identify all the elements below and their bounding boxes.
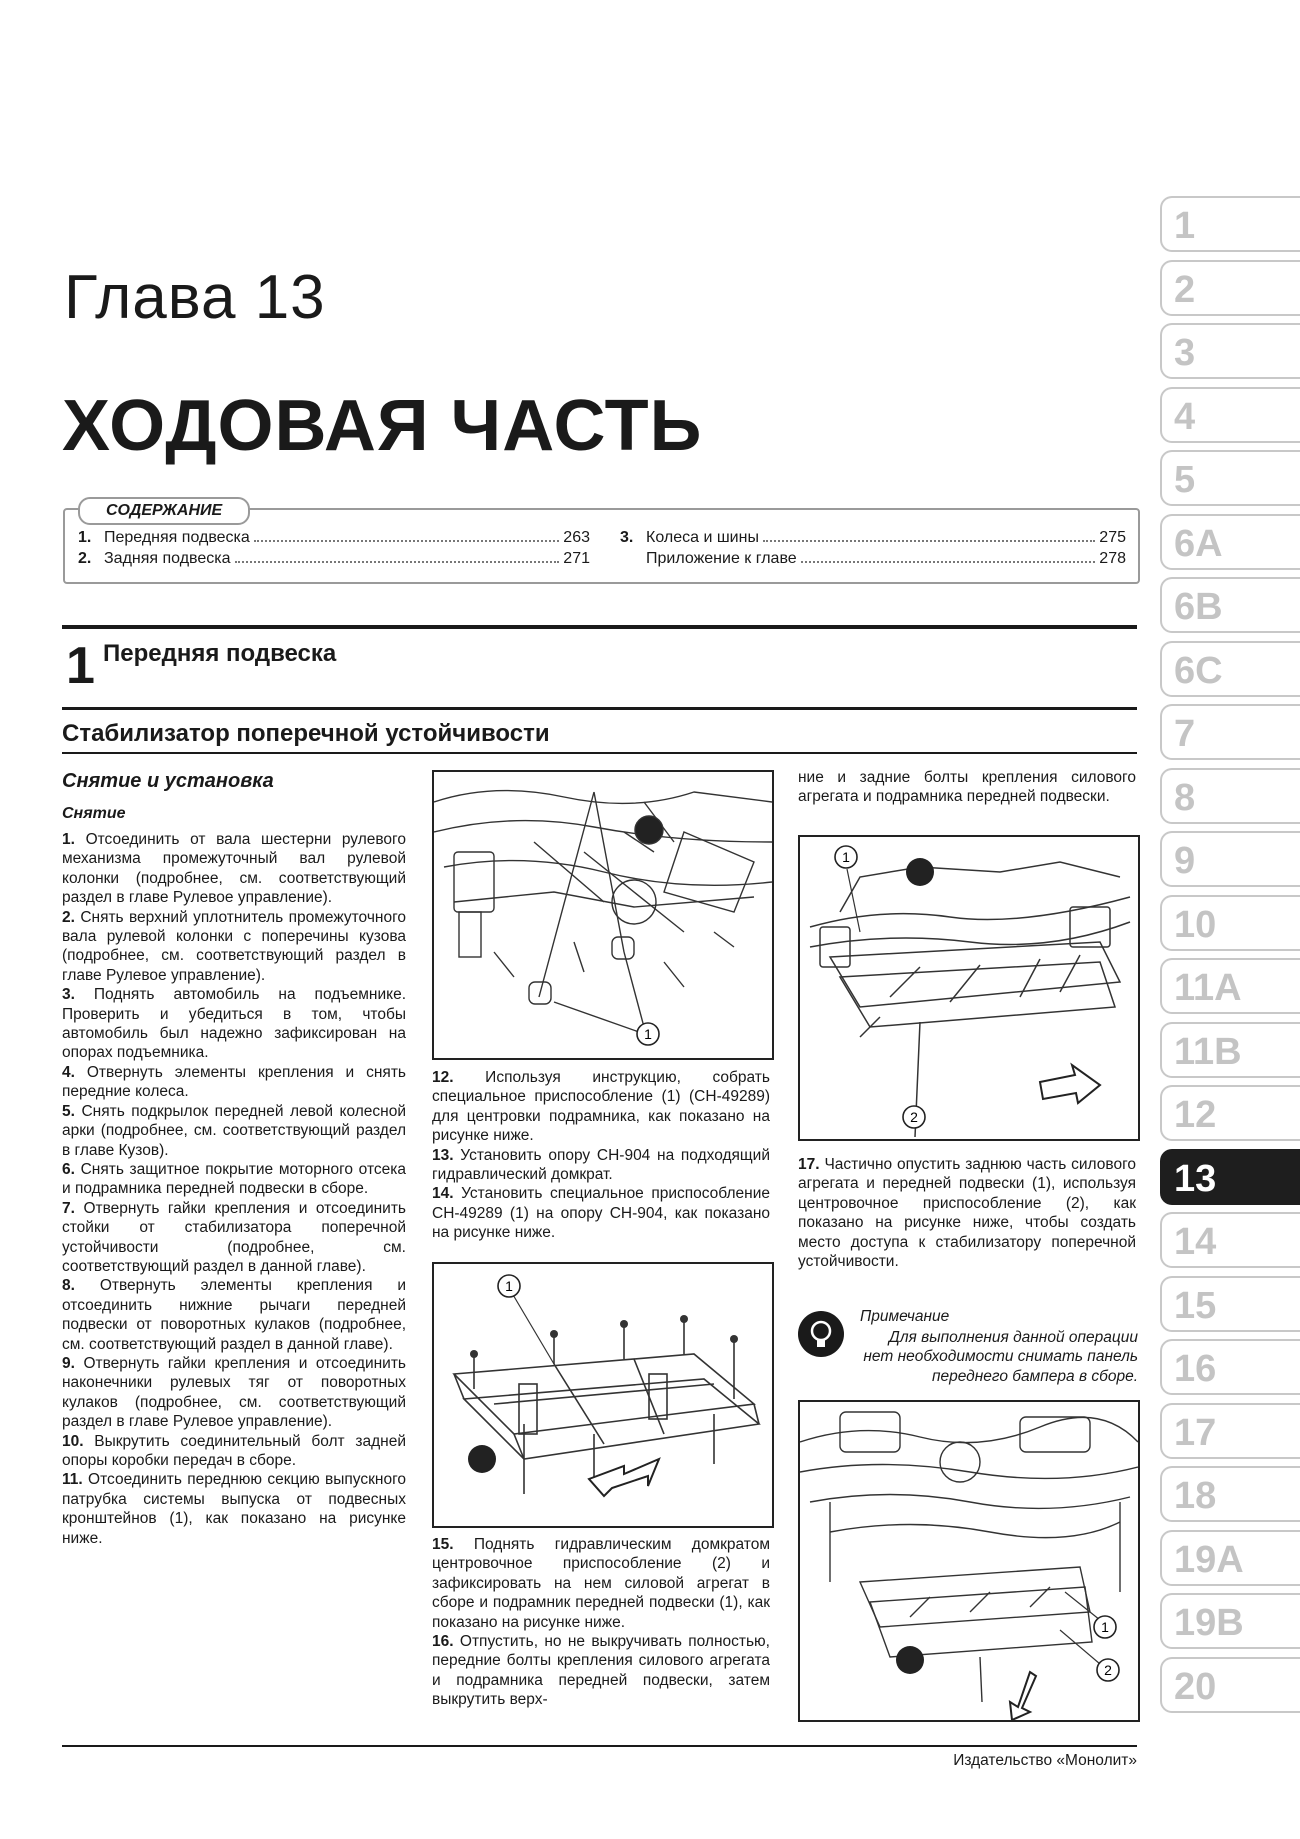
callout-1: 1 [1101,1619,1109,1635]
column-right-middle [798,1155,1136,1271]
contents-tag: СОДЕРЖАНИЕ [78,497,250,525]
chapter-tab[interactable]: 17 [1160,1403,1300,1459]
subsection-bottom-rule [62,752,1137,754]
step [62,1276,406,1354]
step [432,1535,770,1632]
callout-1: 1 [644,1026,652,1042]
chapter-tab[interactable]: 8 [1160,768,1300,824]
section-number: 1 [66,637,95,695]
subsection-top-rule [62,707,1137,710]
step-continuation: ние и задние болты крепления силового агрегата и подрамника передней подвески. [798,769,1136,806]
chapter-label: Глава 13 [64,263,326,332]
step [62,1199,406,1277]
step-text: Отвернуть элементы крепления и отсоединить нижние рычаги передней подвески от поворотных кулаков (подробнее, см. соответствующий раздел в данной главе). [62,1277,406,1353]
step [62,1470,406,1548]
chapter-tab[interactable]: 15 [1160,1276,1300,1332]
step-text: Поднять автомобиль на подъемнике. Проверить и убедиться в том, чтобы автомобиль был надежно зафиксирован на опорах подъемника. [62,986,406,1062]
toc-leader [235,549,560,563]
step-text: Отвернуть гайки крепления и отсоединить стойки от стабилизатора поперечной устойчивости (подробнее, см. соответствующий раздел в данной главе). [62,1199,407,1275]
step-text: Отвернуть элементы крепления и снять передние колеса. [62,1063,406,1101]
step-text: Отпустить, но не выкручивать полностью, передние болты крепления силового агрегата и подрамника передней подвески, затем выкрутить верх- [432,1633,770,1709]
note-text: Для выполнения данной операции нет необходимости снимать панель переднего бампера в сборе. [863,1329,1138,1385]
toc-item-page: 271 [563,550,590,567]
step-text: Используя инструкцию, собрать специальное приспособление (1) (CH-49289) для центровки подрамника, как показано на рисунке ниже. [432,1069,770,1145]
toc-leader [763,528,1095,542]
toc-item-number: 2. [78,550,92,567]
step-text: Отсоединить переднюю секцию выпускного патрубка системы выпуска от подвесных кронштейнов (1), как показано на рисунке ниже. [62,1471,407,1547]
chapter-tab[interactable]: 16 [1160,1339,1300,1395]
chapter-tab[interactable]: 12 [1160,1085,1300,1141]
footer-rule [62,1745,1137,1747]
figure-lowered-subframe [798,1400,1140,1722]
subsection-title: Стабилизатор поперечной устойчивости [62,720,550,747]
chapter-tab[interactable]: 19B [1160,1593,1300,1649]
chapter-tab[interactable]: 11A [1160,958,1300,1014]
toc-leader [801,549,1096,563]
chapter-tab[interactable]: 6A [1160,514,1300,570]
chapter-title: ХОДОВАЯ ЧАСТЬ [62,386,703,466]
step-number: 8. [62,1277,75,1295]
step-number: 6. [62,1160,75,1178]
chapter-tab[interactable]: 18 [1160,1466,1300,1522]
step-text: Отсоединить от вала шестерни рулевого механизма промежуточный вал рулевой колонки (подробнее, см. соответствующий раздел в главе Рулевое управление). [62,831,406,907]
column-right-top [798,768,1136,807]
chapter-tab[interactable]: 2 [1160,260,1300,316]
callout-1: 1 [842,849,850,865]
toc-item-number [620,549,646,569]
chapter-tab[interactable]: 11B [1160,1022,1300,1078]
step-text: Установить опору CH-904 на подходящий гидравлический домкрат. [432,1146,770,1184]
figure-centering-fixture [432,1262,774,1528]
chapter-tab[interactable]: 20 [1160,1657,1300,1713]
step-number: 1. [62,831,75,848]
step [798,1155,1136,1271]
step-text: Поднять гидравлическим домкратом центровочное приспособление (2) и зафиксировать на нем силовой агрегат в сборе и подрамник передней подвески (1), как показано на рисунке ниже. [432,1536,770,1631]
column-middle-top [432,1068,770,1243]
step [62,908,406,986]
step-number: 15. [432,1536,454,1553]
toc-item[interactable] [78,528,590,548]
chapter-tab[interactable]: 13 [1160,1149,1300,1205]
toc-item-page: 263 [563,529,590,546]
toc-item-title: Колеса и шины [646,529,759,546]
callout-2: 2 [1104,1662,1112,1678]
step [432,1146,770,1185]
step-number: 13. [432,1146,454,1164]
step-number: 3. [62,986,75,1004]
step-number: 17. [798,1156,820,1173]
section-title: Передняя подвеска [103,640,337,667]
toc-item[interactable] [620,549,1126,569]
step-number: 14. [432,1185,454,1203]
step [432,1184,770,1242]
step [62,1432,406,1471]
step-number: 9. [62,1354,75,1372]
removal-heading: Снятие [62,805,126,822]
toc-item-number: 1. [78,529,92,546]
callout-2: 2 [910,1109,918,1125]
step-text: Отвернуть гайки крепления и отсоединить наконечники рулевых тяг от поворотных кулаков (подробнее, см. соответствующий раздел в главе Рулевое управление). [62,1354,407,1431]
step-number: 12. [432,1069,454,1086]
chapter-tab[interactable]: 10 [1160,895,1300,951]
step-number: 4. [62,1063,75,1081]
toc-item[interactable] [78,549,590,569]
chapter-tab[interactable]: 1 [1160,196,1300,252]
toc-item[interactable] [620,528,1126,548]
chapter-tab[interactable]: 6B [1160,577,1300,633]
toc-item-page: 275 [1099,529,1126,546]
procedure-heading: Снятие и установка [62,770,274,792]
chapter-tab[interactable]: 14 [1160,1212,1300,1268]
step-number: 16. [432,1633,454,1651]
chapter-tab[interactable]: 7 [1160,704,1300,760]
section-top-rule [62,625,1137,629]
figure-subframe-lift [798,835,1140,1141]
step-text: Снять подкрылок передней левой колесной арки (подробнее, см. соответствующий раздел в главе Кузов). [62,1102,406,1159]
chapter-tab[interactable]: 5 [1160,450,1300,506]
step-text: Установить специальное приспособление CH-49289 (1) на опору CH-904, как показано на рисунке ниже. [432,1185,770,1242]
step [62,985,406,1063]
step-number: 10. [62,1432,84,1450]
step-number: 7. [62,1199,75,1217]
callout-1: 1 [505,1278,513,1294]
step-text: Частично опустить заднюю часть силового агрегата и передней подвески (1), используя центровочное приспособление (2), как показано на рисунке ниже, чтобы создать место доступа к стабилизатору поперечной устойчивости. [798,1156,1137,1271]
column-left [62,830,406,1548]
chapter-tab[interactable]: 3 [1160,323,1300,379]
toc-item-title: Приложение к главе [646,550,797,567]
step-number: 5. [62,1102,75,1120]
chapter-tab[interactable]: 19A [1160,1530,1300,1586]
figure-exhaust-brackets [432,770,774,1060]
lightbulb-icon [798,1311,844,1357]
step [62,1160,406,1199]
toc-item-page: 278 [1099,550,1126,567]
step-text: Снять защитное покрытие моторного отсека и подрамника передней подвески в сборе. [62,1160,406,1198]
step-text: Снять верхний уплотнитель промежуточного вала рулевой колонки с поперечины кузова (подробнее, см. соответствующий раздел в главе Рулевое управление). [62,908,407,984]
note-title: Примечание [860,1308,950,1325]
step-text: Выкрутить соединительный болт задней опоры коробки передач в сборе. [62,1432,406,1469]
toc-item-number: 3. [620,529,634,546]
chapter-tab[interactable]: 6C [1160,641,1300,697]
step-number: 2. [62,908,75,926]
column-middle-bottom [432,1535,770,1710]
step [62,1354,406,1432]
step-number: 11. [62,1471,83,1489]
step [432,1632,770,1710]
chapter-tab[interactable]: 9 [1160,831,1300,887]
toc-leader [254,528,559,542]
toc-item-title: Передняя подвеска [104,529,250,546]
step [62,1063,406,1102]
step [62,830,406,908]
chapter-tab[interactable]: 4 [1160,387,1300,443]
step [62,1102,406,1160]
publisher: Издательство «Монолит» [953,1752,1137,1769]
step [432,1068,770,1146]
toc-item-title: Задняя подвеска [104,550,231,567]
